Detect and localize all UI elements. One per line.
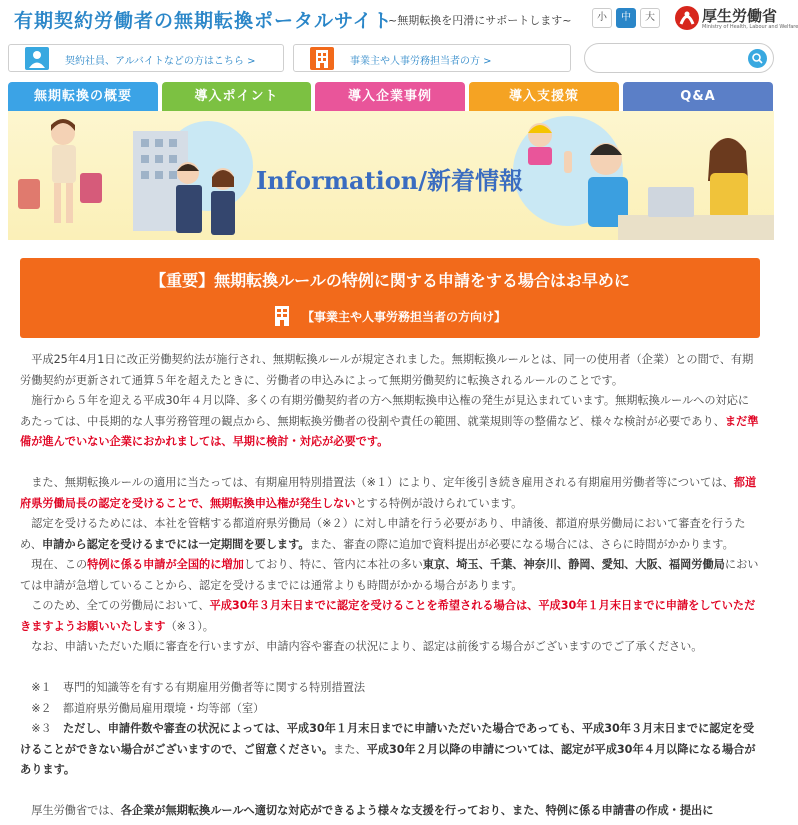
worker-audience-label: 契約社員、アルバイトなどの方はこちら > [65, 56, 256, 67]
paragraph-6-tail: （※３）。 [165, 619, 214, 633]
font-size-small-button[interactable]: 小 [592, 8, 612, 28]
font-size-large-button[interactable]: 大 [640, 8, 660, 28]
building-icon [310, 47, 334, 70]
paragraph-6-text: このため、全ての労働局において、 [31, 599, 210, 612]
paragraph-4-bold: 申請から認定を受けるまでには一定期間を要します。 [41, 537, 310, 551]
notice-subtitle: 【事業主や人事労務担当者の方向け】 [302, 310, 507, 324]
footnote-3-bold: ただし、申請件数や審査の状況によっては、平成30年１月末日までに申請いただいた場合であっても、平成30年３月末日までに認定を受けることができない場合がございますので、ご留意ください。 [20, 722, 755, 756]
notice-title: 【重要】無期転換ルールの特例に関する申請をする場合はお早めに [150, 271, 630, 290]
paragraph-7: なお、申請いただいた順に審査を行いますが、申請内容や審査の状況により、認定は前後する場合がございますのでご了承ください。 [31, 640, 703, 653]
paragraph-6-emphasis: 平成30年３月末日までに認定を受けることを希望される場合は、平成30年１月末日までに申請をしていただきますようお願いいたします [20, 599, 756, 633]
paragraph-3-text: また、無期転換ルールの適用に当たっては、有期雇用特別措置法（※１）により、定年後引き続き雇用される有期雇用労働者等については、 [31, 476, 734, 489]
nav-tab-overview[interactable]: 無期転換の概要 [8, 82, 158, 111]
footnote-3-bold-tail: 平成30年２月以降の申請については、認定が平成30年４月以降になる場合があります。 [20, 742, 756, 776]
paragraph-6 [20, 596, 760, 637]
paragraph-5-middle: しており、特に、管内に本社の多い [243, 558, 423, 571]
paragraph-3-emphasis: 都道府県労働局長の認定を受けることで、無期転換申込権が発生しない [20, 476, 757, 510]
nav-tab-points[interactable]: 導入ポイント [162, 82, 311, 111]
banner-title: Information/新着情報 [256, 166, 524, 195]
font-size-medium-button[interactable]: 中 [616, 8, 636, 28]
information-banner [8, 111, 774, 240]
footnote-3 [20, 719, 760, 781]
site-title[interactable]: 有期契約労働者の無期転換ポータルサイト [14, 10, 393, 32]
paragraph-2-emphasis: まだ準備が進んでいない企業におかれましては、早期に検討・対応が必要です。 [20, 414, 759, 448]
employer-audience-link[interactable] [293, 44, 571, 72]
paragraph-5-emphasis: 特例に係る申請が全国的に増加 [87, 558, 244, 571]
paragraph-5-tail: においては申請が急増していることから、認定を受けるまでには通常よりも時間がかかる場合があります。 [20, 558, 759, 592]
search-icon [748, 49, 767, 68]
paragraph-3-tail: とする特例が設けられています。 [355, 496, 523, 510]
search-input[interactable] [595, 49, 735, 67]
building-icon [274, 305, 290, 327]
paragraph-4-text: 認定を受けるためには、本社を管轄する都道府県労働局（※２）に対し申請を行う必要があり、申請後、都道府県労働局において審査を行うため、 [20, 517, 746, 551]
paragraph-2 [20, 391, 760, 453]
paragraph-8-text: 厚生労働省では、 [31, 804, 121, 817]
employer-audience-label: 事業主や人事労務担当者の方 > [350, 56, 492, 67]
notice-target [260, 303, 560, 329]
important-notice [20, 258, 760, 338]
footnote-2: ※２ 都道府県労働局雇用環境・均等部（室） [31, 701, 265, 715]
nav-tab-support[interactable]: 導入支援策 [469, 82, 619, 111]
footnote-3-marker: ※３ [31, 722, 63, 735]
footnote-3-middle: また、 [333, 742, 367, 756]
paragraph-8-bold: 各企業が無期転換ルールへ適切な対応ができるよう様々な支援を行っており、また、特例に係る申請書の作成・提出に [120, 804, 714, 817]
site-subtitle: ~無期転換を円滑にサポートします~ [388, 14, 572, 27]
nav-tab-qa[interactable]: Q&A [623, 82, 773, 111]
paragraph-4-tail: また、審査の際に追加で資料提出が必要になる場合には、さらに時間がかかります。 [309, 537, 734, 551]
paragraph-3 [20, 473, 760, 514]
worker-person-icon [25, 47, 49, 70]
mhlw-emblem-icon [674, 5, 700, 31]
site-header [0, 0, 798, 38]
worker-audience-link[interactable] [8, 44, 284, 72]
mhlw-logo-link[interactable] [674, 3, 798, 35]
search-box [584, 43, 774, 73]
mhlw-english-name: Ministry of Health, Labour and Welfare [702, 24, 798, 30]
nav-tab-case-studies[interactable]: 導入企業事例 [315, 82, 465, 111]
paragraph-8 [20, 801, 760, 822]
paragraph-5 [20, 555, 760, 596]
footnote-1: ※１ 専門的知識等を有する有期雇用労働者等に関する特別措置法 [31, 681, 366, 694]
paragraph-1: 平成25年4月1日に改正労働契約法が施行され、無期転換ルールが規定されました。無期転換ルールとは、同一の使用者（企業）との間で、有期労働契約が更新されて通算５年を超えたときに、労働者の申込みによって無期労働契約に転換されるルールのことです。 [20, 353, 754, 387]
paragraph-5-bold: 東京、埼玉、千葉、神奈川、静岡、愛知、大阪、福岡労働局 [422, 558, 725, 571]
paragraph-2-text: 施行から５年を迎える平成30年４月以降、多くの有期労働契約者の方へ無期転換申込権の発生が見込まれています。無期転換ルールへの対応にあたっては、中長期的な人事労務管理の観点から、無期転換労働者の役割や責任の範囲、就業規則等の整備など、様々な検討が必要であり、 [20, 394, 750, 428]
paragraph-4 [20, 514, 760, 555]
paragraph-5-text: 現在、この [31, 558, 88, 571]
search-button[interactable] [748, 49, 767, 68]
article-body [20, 350, 760, 822]
mhlw-name: 厚生労働省 [702, 7, 778, 25]
